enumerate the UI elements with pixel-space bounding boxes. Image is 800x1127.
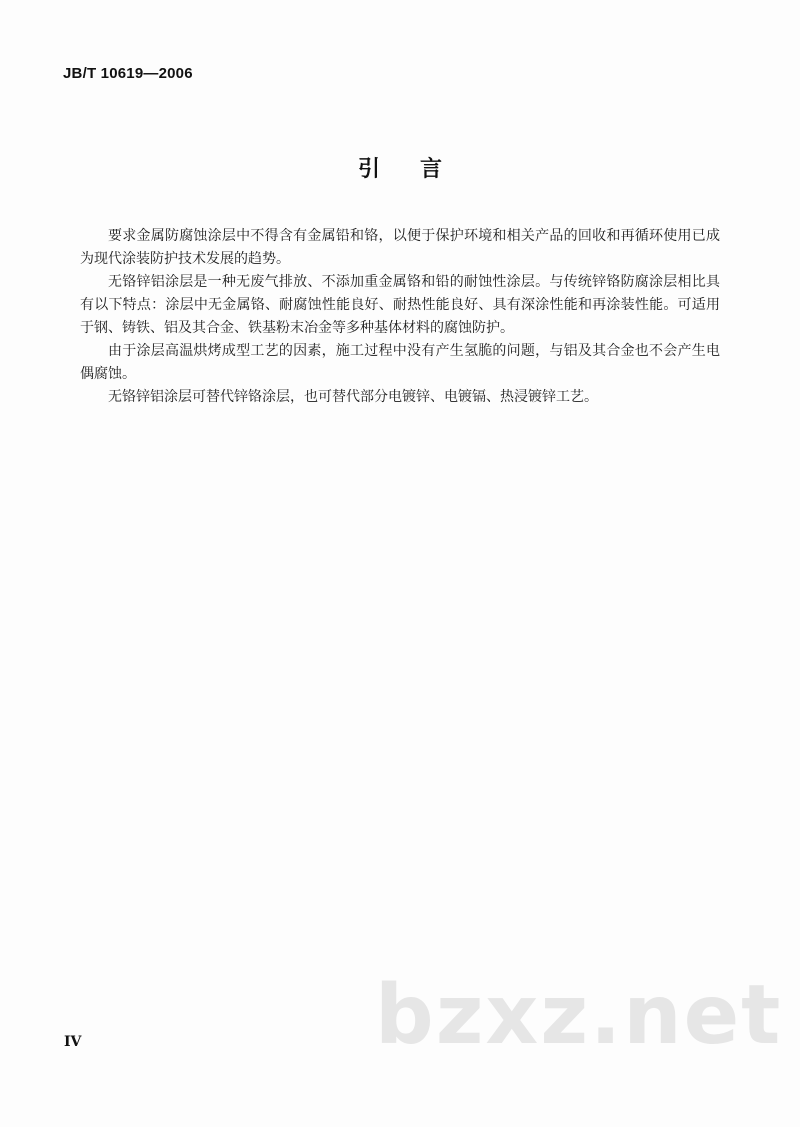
page-number: IV bbox=[64, 1034, 82, 1050]
section-title: 引言 bbox=[357, 157, 482, 182]
watermark: bzxz.net bbox=[375, 968, 783, 1063]
paragraph-3: 由于涂层高温烘烤成型工艺的因素，施工过程中没有产生氢脆的问题，与铝及其合金也不会产生电偶腐蚀。 bbox=[80, 343, 720, 382]
paragraph-4: 无铬锌铝涂层可替代锌铬涂层，也可替代部分电镀锌、电镀镉、热浸镀锌工艺。 bbox=[108, 389, 598, 405]
paragraph-2: 无铬锌铝涂层是一种无废气排放、不添加重金属铬和铅的耐蚀性涂层。与传统锌铬防腐涂层相比具有以下特点：涂层中无金属铬、耐腐蚀性能良好、耐热性能良好、具有深涂性能和再涂装性能。可适用于钢、铸铁、铝及其合金、铁基粉末冶金等多种基体材料的腐蚀防护。 bbox=[80, 274, 720, 336]
body-text bbox=[80, 225, 720, 409]
document-code: JB/T 10619—2006 bbox=[63, 65, 193, 82]
paragraph-1: 要求金属防腐蚀涂层中不得含有金属铅和铬，以便于保护环境和相关产品的回收和再循环使用已成为现代涂装防护技术发展的趋势。 bbox=[80, 228, 720, 267]
